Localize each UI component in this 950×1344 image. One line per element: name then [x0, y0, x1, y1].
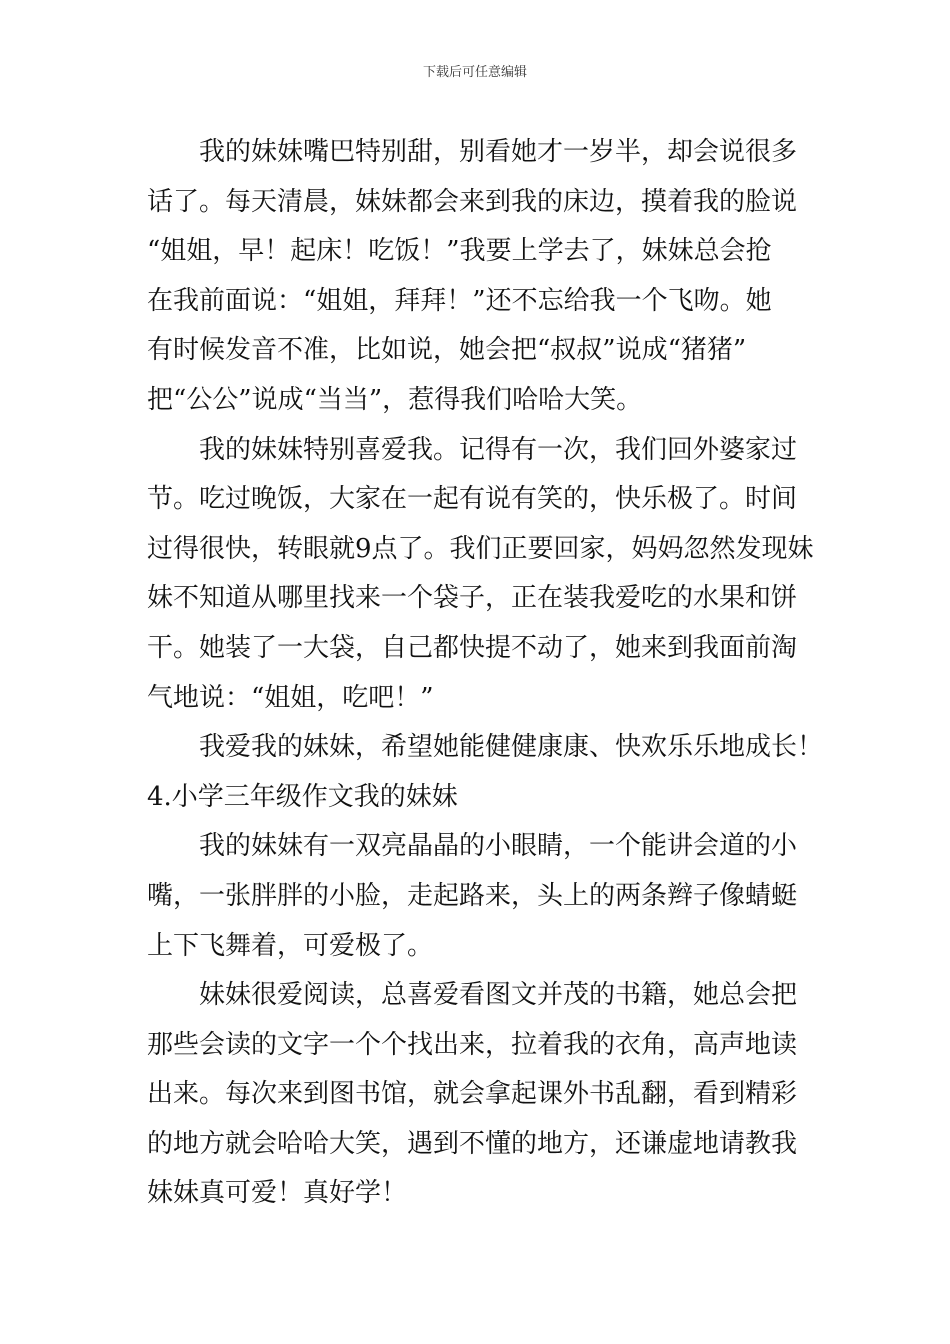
text-line: 的地方就会哈哈大笑，遇到不懂的地方，还谦虚地请教我 — [147, 1128, 798, 1159]
page-header: 下载后可任意编辑 — [422, 65, 527, 80]
text-line: 妹不知道从哪里找来一个袋子，正在装我爱吃的水果和饼 — [147, 583, 798, 614]
text-line: 干。她装了一大袋，自己都快提不动了，她来到我面前淘 — [147, 632, 798, 663]
text-line: 在我前面说：“姐姐，拜拜！”还不忘给我一个飞吻。她 — [147, 285, 772, 316]
text-line: 话了。每天清晨，妹妹都会来到我的床边，摸着我的脸说 — [147, 186, 798, 217]
text-line: 节。吃过晚饭，大家在一起有说有笑的，快乐极了。时间 — [147, 484, 798, 515]
text-line: 气地说：“姐姐，吃吧！” — [147, 682, 434, 713]
text-line: 过得很快，转眼就9点了。我们正要回家，妈妈忽然发现妹 — [147, 533, 814, 564]
text-line: “姐姐，早！起床！吃饭！”我要上学去了，妹妹总会抢 — [147, 236, 772, 267]
text-line: 嘴，一张胖胖的小脸，走起路来，头上的两条辫子像蜻蜓 — [147, 880, 798, 911]
section-heading: 4.小学三年级作文我的妹妹 — [147, 781, 458, 812]
text-line: 我的妹妹有一双亮晶晶的小眼睛，一个能讲会道的小 — [199, 831, 798, 862]
text-line: 把“公公”说成“当当”，惹得我们哈哈大笑。 — [147, 384, 643, 415]
text-line: 有时候发音不准，比如说，她会把“叔叔”说成“猪猪” — [147, 335, 747, 366]
text-line: 我的妹妹特别喜爱我。记得有一次，我们回外婆家过 — [199, 434, 798, 465]
text-line: 那些会读的文字一个个找出来，拉着我的衣角，高声地读 — [147, 1029, 798, 1060]
text-line: 我爱我的妹妹，希望她能健健康康、快欢乐乐地成长！ — [199, 732, 824, 763]
document-body — [147, 128, 824, 1219]
text-line: 妹妹很爱阅读，总喜爱看图文并茂的书籍，她总会把 — [199, 980, 798, 1011]
text-line: 出来。每次来到图书馆，就会拿起课外书乱翻，看到精彩 — [147, 1079, 798, 1110]
text-line: 我的妹妹嘴巴特别甜，别看她才一岁半，却会说很多 — [199, 137, 798, 167]
text-line: 上下飞舞着，可爱极了。 — [147, 930, 434, 961]
text-line: 妹妹真可爱！真好学！ — [147, 1178, 408, 1209]
